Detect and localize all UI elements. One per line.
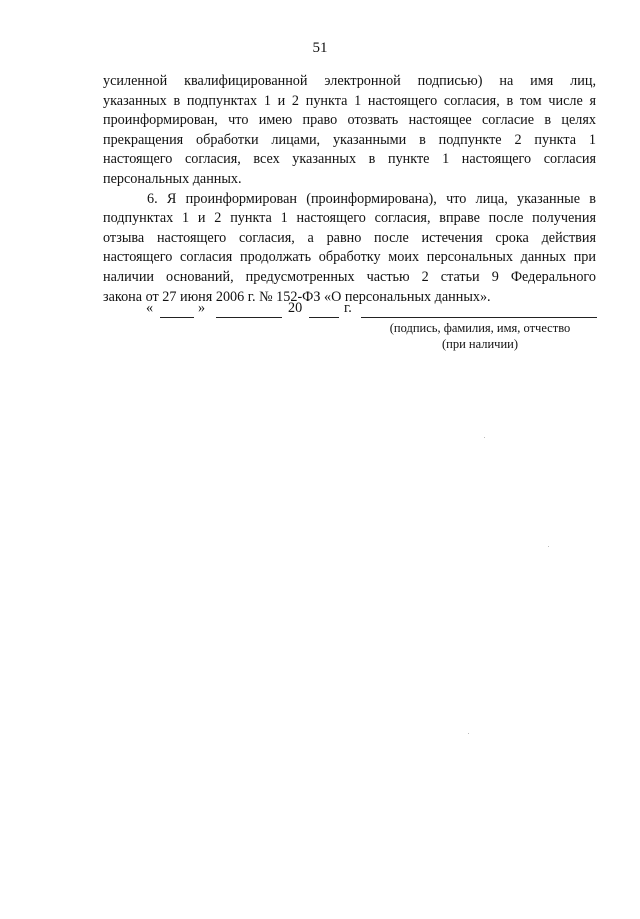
year-prefix: 20	[288, 300, 303, 316]
signature-caption-line1: (подпись, фамилия, имя, отчество	[389, 321, 571, 335]
signature-caption-line2: (при наличии)	[441, 337, 519, 351]
scan-speck	[484, 437, 485, 438]
open-quote: «	[146, 300, 154, 316]
text-line: указанных в подпунктах 1 и 2 пункта 1 настоящего согласия, в том числе я	[103, 92, 596, 109]
text-line: проинформирован, что имею право отозвать настоящее согласие в целях	[103, 112, 596, 129]
scan-speck	[548, 546, 549, 547]
text-line: наличии оснований, предусмотренных частью 2 статьи 9 Федерального	[103, 268, 596, 285]
text-line: закона от 27 июня 2006 г. № 152-ФЗ «О персональных данных».	[103, 288, 491, 305]
text-line: 6. Я проинформирован (проинформирована), что лица, указанные в	[147, 190, 596, 207]
paragraph-continuation	[103, 72, 596, 190]
document-body	[103, 72, 596, 307]
text-line: подпунктах 1 и 2 пункта 1 настоящего согласия, вправе после получения	[103, 210, 596, 227]
text-line: настоящего согласия, всех указанных в пункте 1 настоящего согласия	[103, 151, 596, 168]
signature-caption	[360, 320, 600, 352]
text-line: отзыва настоящего согласия, а равно после истечения срока действия	[103, 229, 596, 246]
scan-speck	[468, 733, 469, 734]
close-quote: »	[198, 300, 206, 316]
year-suffix: г.	[344, 300, 352, 316]
signature-blank	[361, 317, 597, 318]
page-number: 51	[312, 40, 328, 56]
paragraph-6	[103, 190, 596, 308]
month-blank	[216, 317, 282, 318]
text-line: настоящего согласия продолжать обработку моих персональных данных при	[103, 249, 596, 266]
text-line: персональных данных.	[103, 170, 242, 187]
day-blank	[160, 317, 194, 318]
text-line: прекращения обработки лицами, указанными в подпункте 2 пункта 1	[103, 131, 596, 148]
year-blank	[309, 317, 339, 318]
text-line: усиленной квалифицированной электронной подписью) на имя лиц,	[103, 73, 596, 89]
